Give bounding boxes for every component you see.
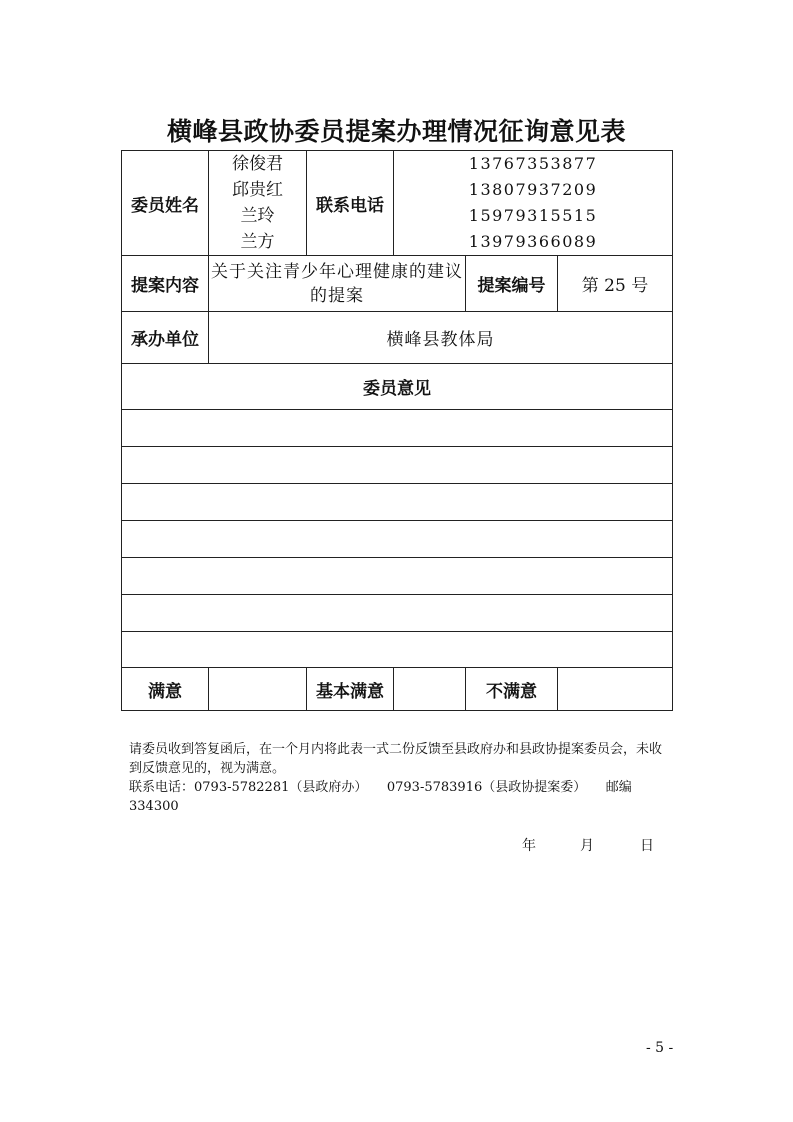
- phones-cell: [394, 151, 673, 256]
- footnote-contacts: 联系电话：0793-5782281（县政府办） 0793-5783916（县政协提案委） 邮编334300: [129, 780, 632, 814]
- proposal-content-label: 提案内容: [122, 256, 209, 312]
- handling-unit: 横峰县教体局: [209, 312, 673, 364]
- proposal-row: [122, 256, 673, 312]
- handling-unit-row: [122, 312, 673, 364]
- opinion-line[interactable]: [122, 595, 673, 632]
- opinion-header-row: [122, 364, 673, 410]
- phone-number: 13807937209: [468, 180, 598, 199]
- date-year: 年: [522, 838, 536, 854]
- opinion-header: 委员意见: [122, 364, 673, 410]
- phone-number: 13979366089: [468, 232, 598, 251]
- member-name: 徐俊君: [232, 154, 283, 174]
- phone-number: 13767353877: [468, 154, 598, 173]
- opinion-line[interactable]: [122, 410, 673, 447]
- satisfied-label: 满意: [122, 668, 209, 711]
- basic-satisfied-checkbox-cell[interactable]: [394, 668, 466, 711]
- proposal-feedback-form: [121, 150, 673, 711]
- member-row: [122, 151, 673, 256]
- opinion-line[interactable]: [122, 447, 673, 484]
- opinion-line[interactable]: [122, 632, 673, 668]
- opinion-line[interactable]: [122, 558, 673, 595]
- member-names-cell: [209, 151, 307, 256]
- opinion-line[interactable]: [122, 484, 673, 521]
- phone-number: 15979315515: [468, 206, 598, 225]
- proposal-content: 关于关注青少年心理健康的建议的提案: [209, 256, 466, 312]
- not-satisfied-label: 不满意: [466, 668, 558, 711]
- footnote-instructions: 请委员收到答复函后，在一个月内将此表一式二份反馈至县政府办和县政协提案委员会，未收到反馈意见的，视为满意。: [129, 742, 663, 776]
- date-line: [522, 835, 654, 855]
- page-title: 横峰县政协委员提案办理情况征询意见表: [166, 117, 626, 146]
- satisfied-checkbox-cell[interactable]: [209, 668, 307, 711]
- phone-label: 联系电话: [307, 151, 394, 256]
- date-day: 日: [640, 838, 654, 854]
- footnote: [129, 740, 669, 816]
- opinion-line[interactable]: [122, 521, 673, 558]
- satisfaction-row: [122, 668, 673, 711]
- proposal-number: 第 25 号: [558, 256, 673, 312]
- handling-unit-label: 承办单位: [122, 312, 209, 364]
- page-number: - 5 -: [646, 1040, 674, 1056]
- member-name: 兰玲: [240, 206, 275, 226]
- proposal-number-label: 提案编号: [466, 256, 558, 312]
- member-name: 兰方: [240, 232, 275, 252]
- date-month: 月: [580, 838, 594, 854]
- not-satisfied-checkbox-cell[interactable]: [558, 668, 673, 711]
- basic-satisfied-label: 基本满意: [307, 668, 394, 711]
- member-name: 邱贵红: [232, 180, 283, 200]
- member-name-label: 委员姓名: [122, 151, 209, 256]
